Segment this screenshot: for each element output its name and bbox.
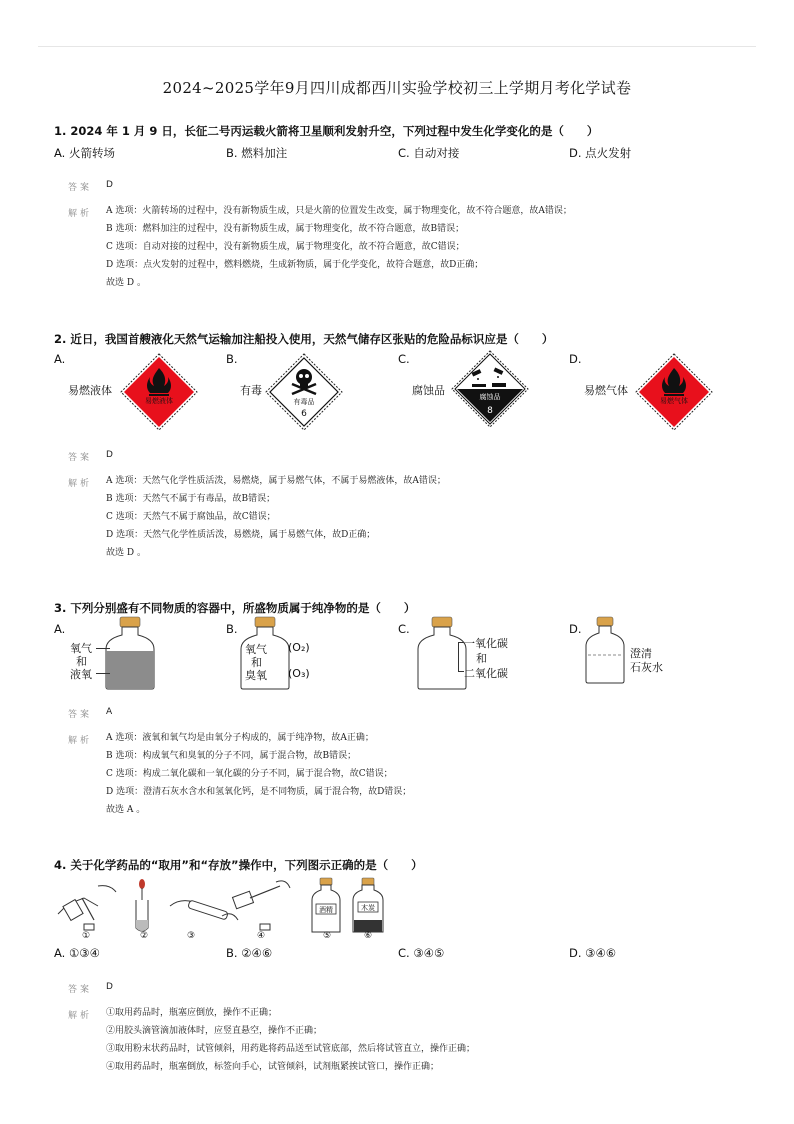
question-stem: 3. 下列分别盛有不同物质的容器中，所盛物质属于纯净物的是（ ） — [54, 601, 416, 615]
bottle-c-icon[interactable] — [412, 615, 472, 691]
svg-text:木炭: 木炭 — [361, 904, 375, 912]
label-carbon-dioxide: 二氧化碳 — [464, 667, 508, 680]
caption-flammable-liquid: 易燃液体 — [68, 384, 112, 397]
toxic-sign[interactable] — [264, 352, 344, 432]
figure-number-4: ④ — [257, 931, 266, 941]
formula-o2: (O₂) — [288, 641, 310, 654]
caption-toxic: 有毒 — [240, 384, 262, 397]
label-and: 和 — [251, 656, 262, 669]
option-c[interactable]: C. — [398, 622, 410, 636]
pointer-line — [96, 648, 110, 649]
option-b[interactable]: B. ②④⑥ — [226, 946, 273, 960]
analysis-label: 解析 — [68, 479, 93, 489]
analysis-text: A 选项：火箭转场的过程中，没有新物质生成，只是火箭的位置发生改变，属于物理变化，故不符合题意，故A错误； B 选项：燃料加注的过程中，没有新物质生成，属于物理变化，故不符合题意，故B错误； C 选项：自动对接的过程中，没有新物质生成，属于物理变化，故不符合题意，故C错误； D 选项：点火发射的过程中，燃料燃烧，生成新物质，属于化学变化，故符合题意，故D正确； 故选 D 。 — [106, 206, 572, 288]
label-carbon-monoxide: 一氧化碳 — [464, 637, 508, 650]
operation-1-icon — [58, 886, 116, 930]
answer-label: 答案 — [68, 985, 93, 995]
option-c[interactable]: C. ③④⑤ — [398, 946, 445, 960]
figure-number-3: ③ — [187, 931, 196, 941]
option-c[interactable]: C. — [398, 352, 410, 366]
option-a[interactable]: A. — [54, 622, 66, 636]
figure-number-2: ② — [140, 931, 149, 941]
analysis-text: A 选项：液氧和氧气均是由氧分子构成的，属于纯净物，故A正确； B 选项：构成氧气和臭氧的分子不同，属于混合物，故B错误； C 选项：构成二氧化碳和一氧化碳的分子不同，属于混合物，故C错误； D 选项：澄清石灰水含水和氢氧化钙，是不同物质，属于混合物，故D错误； 故选 A 。 — [106, 733, 412, 815]
option-a[interactable]: A. 火箭转场 — [54, 146, 115, 160]
answer-value: D — [106, 450, 113, 460]
label-and: 和 — [76, 655, 87, 668]
option-d[interactable]: D. — [569, 352, 582, 366]
answer-label: 答案 — [68, 183, 93, 193]
label-clear: 澄清 — [630, 647, 652, 660]
question-stem: 2. 近日，我国首艘液化天然气运输加注船投入使用，天然气储存区张贴的危险品标识应是（ ） — [54, 332, 554, 346]
bottle-alcohol-icon — [312, 878, 340, 932]
figure-number-5: ⑤ — [323, 931, 332, 941]
operation-3-icon — [170, 900, 238, 920]
analysis-label: 解析 — [68, 1011, 93, 1021]
formula-o3: (O₃) — [288, 667, 310, 680]
option-c[interactable]: C. 自动对接 — [398, 146, 460, 160]
operation-2-icon — [136, 879, 148, 931]
answer-value: D — [106, 180, 113, 190]
corrosive-sign[interactable] — [450, 349, 530, 429]
option-a[interactable]: A. ①③④ — [54, 946, 100, 960]
answer-label: 答案 — [68, 453, 93, 463]
label-oxygen: 氧气 — [245, 643, 267, 656]
label-ozone: 臭氧 — [245, 669, 267, 682]
bottle-d-icon[interactable] — [581, 615, 629, 685]
analysis-label: 解析 — [68, 736, 93, 746]
option-d[interactable]: D. — [569, 622, 582, 636]
answer-label: 答案 — [68, 710, 93, 720]
answer-value: A — [106, 707, 113, 717]
caption-corrosive: 腐蚀品 — [412, 384, 445, 397]
label-limewater: 石灰水 — [630, 661, 663, 674]
label-oxygen: 氧气 — [70, 642, 92, 655]
analysis-label: 解析 — [68, 209, 93, 219]
sign-text: 易燃液体 — [145, 397, 173, 405]
sign-number: 6 — [301, 409, 307, 419]
lab-operations-figure — [54, 876, 394, 934]
caption-flammable-gas: 易燃气体 — [584, 384, 628, 397]
analysis-text: ①取用药品时，瓶塞应倒放，操作不正确； ②用胶头滴管滴加液体时，应竖直悬空，操作不正确； ③取用粉末状药品时，试管倾斜，用药匙将药品送至试管底部，然后将试管直立，操作正确； ④取用药品时，瓶塞倒放，标签向手心，试管倾斜，试剂瓶紧挨试管口，操作正确； — [106, 1008, 476, 1072]
option-d[interactable]: D. ③④⑥ — [569, 946, 617, 960]
option-b[interactable]: B. — [226, 622, 238, 636]
flammable-liquid-sign[interactable] — [119, 352, 199, 432]
figure-number-1: ① — [82, 931, 91, 941]
pointer-line — [96, 673, 110, 674]
answer-value: D — [106, 982, 113, 992]
option-b[interactable]: B. 燃料加注 — [226, 146, 288, 160]
label-and: 和 — [476, 652, 487, 665]
analysis-text: A 选项：天然气化学性质活泼，易燃烧，属于易燃气体，不属于易燃液体，故A错误； B 选项：天然气不属于有毒品，故B错误； C 选项：天然气不属于腐蚀品，故C错误； D 选项：天然气化学性质活泼，易燃烧，属于易燃气体，故D正确； 故选 D 。 — [106, 476, 446, 558]
figure-number-6: ⑥ — [364, 931, 373, 941]
option-d[interactable]: D. 点火发射 — [569, 146, 632, 160]
label-liquid-oxygen: 液氧 — [70, 668, 92, 681]
bottle-a-icon[interactable] — [100, 615, 160, 691]
sign-text: 易燃气体 — [660, 397, 688, 405]
bracket-line — [458, 642, 459, 672]
question-stem: 4. 关于化学药品的“取用”和“存放”操作中，下列图示正确的是（ ） — [54, 858, 423, 872]
operation-4-icon — [232, 881, 290, 930]
svg-text:酒精: 酒精 — [319, 906, 333, 914]
header-divider — [38, 46, 756, 47]
bottle-charcoal-icon — [353, 878, 383, 932]
sign-number: 8 — [487, 406, 493, 416]
sign-text: 有毒品 — [293, 398, 315, 406]
question-stem: 1. 2024 年 1 月 9 日，长征二号丙运载火箭将卫星顺利发射升空，下列过程中发生化学变化的是（ ） — [54, 124, 599, 138]
sign-text: 腐蚀品 — [479, 393, 501, 401]
option-a[interactable]: A. — [54, 352, 66, 366]
flammable-gas-sign[interactable] — [634, 352, 714, 432]
page-title: 2024~2025学年9月四川成都西川实验学校初三上学期月考化学试卷 — [162, 79, 632, 97]
option-b[interactable]: B. — [226, 352, 238, 366]
